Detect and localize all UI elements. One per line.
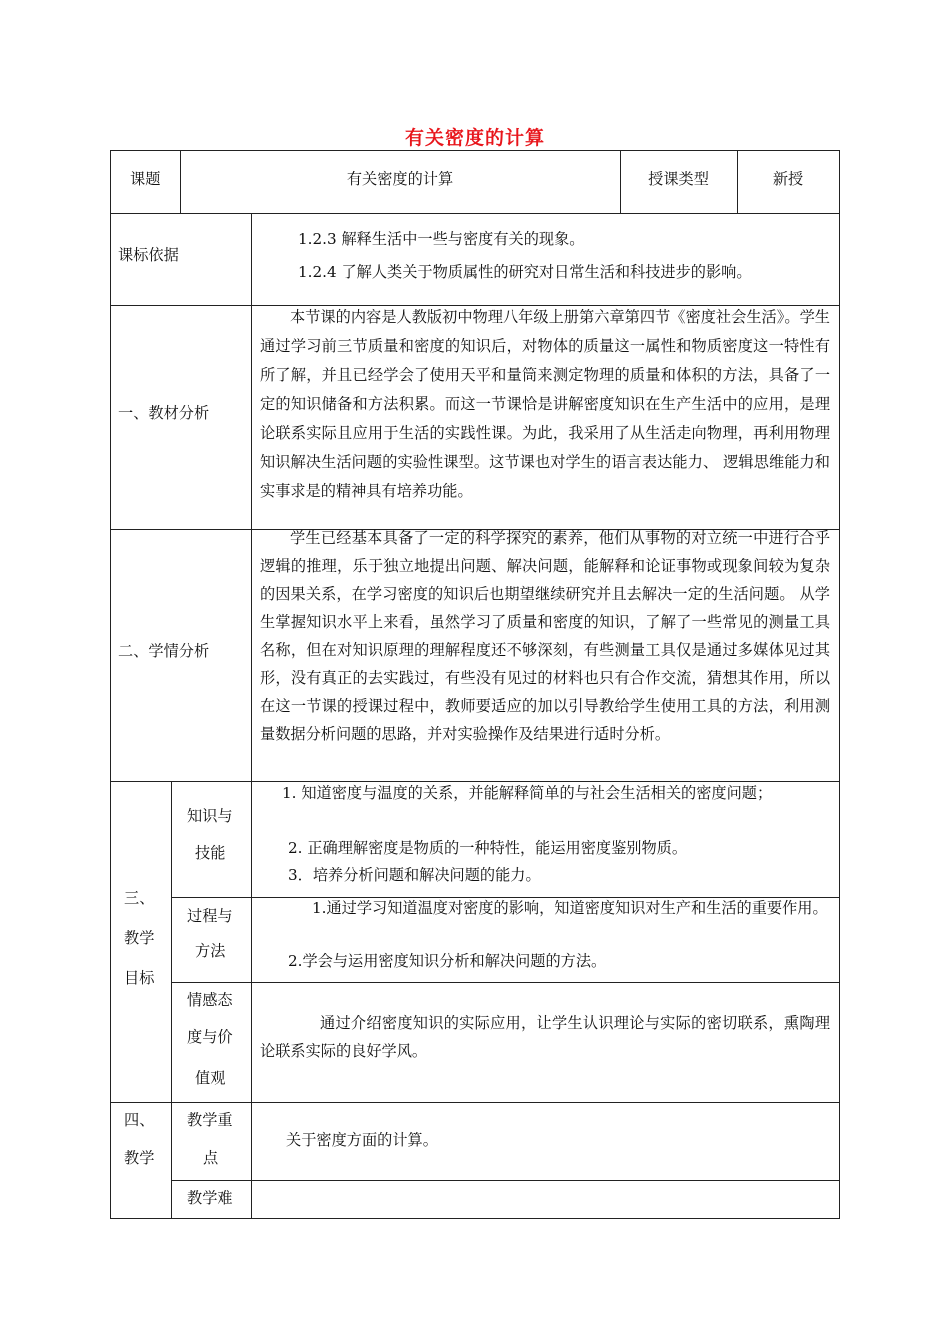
key-points-label: 点 bbox=[203, 1149, 219, 1167]
knowledge-skills-label: 知识与 bbox=[187, 807, 233, 825]
difficulty-label: 教学难 bbox=[187, 1189, 233, 1207]
student-analysis-text: 学生已经基本具备了一定的科学探究的素养，他们从事物的对立统一中进行合乎逻辑的推理，乐于独立地提出问题、解决问题，能解释和论证事物或现象间较为复杂的因果关系，在学习密度的知识后也期望继续研究并且去解决一定的生活问题。 从学生掌握知识水平上来看，虽然学习了质量和密度的知识，了解了一些常见的测量工具名称，但在对知识原理的理解程度还不够深刻，有些测量工具仅是通过多媒体见过其形，没有真正的去实践过，有些没有见过的材料也只有合作交流，猜想其作用，所以在这一节课的授课过程中，教师要适应的加以引导教给学生使用工具的方法，利用测量数据分析问题的思路，并对实验操作及结果进行适时分析。 bbox=[260, 529, 830, 743]
row-divider bbox=[110, 1102, 840, 1103]
knowledge-item: 3．培养分析问题和解决问题的能力。 bbox=[288, 866, 541, 884]
focus-label: 教学 bbox=[124, 1149, 155, 1167]
attitude-values-label: 情感态 bbox=[187, 991, 233, 1009]
key-points-text: 关于密度方面的计算。 bbox=[286, 1131, 438, 1149]
topic-value: 有关密度的计算 bbox=[346, 170, 454, 188]
key-points-label: 教学重 bbox=[187, 1111, 233, 1129]
col-divider bbox=[251, 213, 252, 781]
lesson-type-value: 新授 bbox=[772, 170, 804, 188]
topic-label: 课题 bbox=[130, 170, 161, 188]
col-divider bbox=[251, 781, 252, 1218]
goals-label: 目标 bbox=[124, 969, 155, 987]
textbook-analysis-text: 本节课的内容是人教版初中物理八年级上册第六章第四节《密度社会生活》。学生通过学习前三节质量和密度的知识后，对物体的质量这一属性和物质密度这一特性有所了解，并且已经学会了使用天平和量筒来测定物理的质量和体积的方法，具备了一定的知识储备和方法积累。而这一节课恰是讲解密度知识在生产生活中的应用，是理论联系实际且应用于生活的实践性课。为此，我采用了从生活走向物理，再利用物理知识解决生活问题的实验性课型。这节课也对学生的语言表达能力、 逻辑思维能力和实事求是的精神具有培养功能。 bbox=[260, 308, 830, 500]
row-divider bbox=[110, 213, 840, 214]
goals-label: 三、 bbox=[124, 889, 155, 907]
focus-label: 四、 bbox=[124, 1111, 155, 1129]
attitude-text: 通过介绍密度知识的实际应用，让学生认识理论与实际的密切联系，熏陶理论联系实际的良好学风。 bbox=[260, 1014, 830, 1060]
standards-item: 1.2.3 解释生活中一些与密度有关的现象。 bbox=[298, 230, 585, 248]
col-divider bbox=[171, 781, 172, 1218]
process-item: 2.学会与运用密度知识分析和解决问题的方法。 bbox=[288, 952, 607, 970]
table-border-left bbox=[110, 150, 111, 1218]
table-border-top bbox=[110, 150, 840, 151]
attitude-values-label: 度与价 bbox=[187, 1028, 233, 1046]
table-border-bottom bbox=[110, 1218, 840, 1219]
process-item: 1.通过学习知道温度对密度的影响，知道密度知识对生产和生活的重要作用。 bbox=[312, 899, 828, 917]
row-divider bbox=[171, 982, 840, 983]
knowledge-item: 2. 正确理解密度是物质的一种特性，能运用密度鉴别物质。 bbox=[288, 839, 688, 857]
student-analysis-label: 二、学情分析 bbox=[118, 642, 210, 660]
table-border-right bbox=[839, 150, 840, 1218]
attitude-values-label: 值观 bbox=[195, 1069, 226, 1087]
knowledge-skills-label: 技能 bbox=[195, 844, 226, 862]
document-title: 有关密度的计算 bbox=[404, 127, 545, 149]
standards-item: 1.2.4 了解人类关于物质属性的研究对日常生活和科技进步的影响。 bbox=[298, 263, 752, 281]
process-methods-label: 方法 bbox=[195, 942, 226, 960]
lesson-type-label: 授课类型 bbox=[648, 170, 709, 188]
textbook-analysis-label: 一、教材分析 bbox=[118, 404, 210, 422]
goals-label: 教学 bbox=[124, 929, 155, 947]
process-methods-label: 过程与 bbox=[187, 907, 233, 925]
knowledge-item: 1. 知道密度与温度的关系，并能解释简单的与社会生活相关的密度问题； bbox=[282, 784, 773, 802]
standards-label: 课标依据 bbox=[118, 246, 179, 264]
row-divider bbox=[171, 1180, 840, 1181]
